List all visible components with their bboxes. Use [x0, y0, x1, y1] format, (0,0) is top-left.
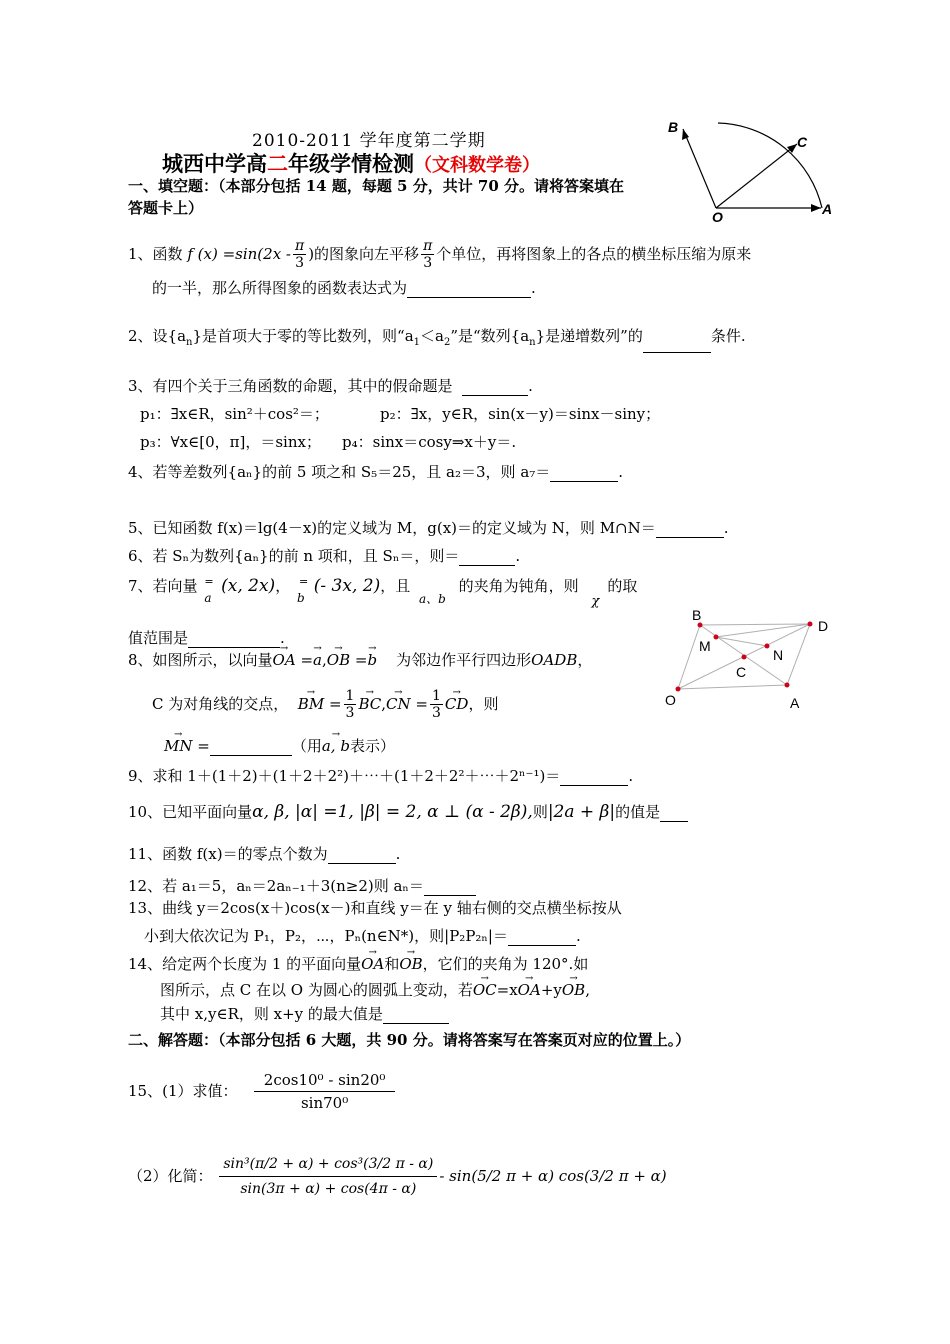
question-12: 12、若 a₁＝5，aₙ＝2aₙ₋₁＋3(n≥2)则 aₙ＝: [128, 876, 476, 896]
label-c: C: [797, 134, 808, 150]
exam-title: 城西中学高二年级学情检测（文科数学卷）: [162, 151, 540, 176]
exam-term: 2010-2011 学年度第二学期: [252, 131, 486, 151]
svg-text:N: N: [773, 647, 784, 663]
point-c: [742, 655, 747, 660]
question-1: 1、函数 f (x) =sin(2x - $\frac{\pi}{3}$ )的图象向左平移 $\frac{\pi}{3}$ 个单位，再将图象上的各点的横坐标压缩为原来: [128, 237, 752, 271]
question-7: 7、若向量 = a (x, 2x)， = b (- 3x, 2)，且 $_{a、b}$ 的夹角为钝角，则 χ的取: [128, 575, 638, 609]
question-13: 13、曲线 y＝2cos(x＋)cos(x－)和直线 y＝在 y 轴右侧的交点横坐标按从: [128, 899, 622, 917]
svg-text:C: C: [736, 664, 747, 680]
question-5: 5、已知函数 f(x)＝lg(4－x)的定义域为 M，g(x)＝的定义域为 N，则 M∩N＝ .: [128, 519, 729, 537]
question-14: 14、给定两个长度为 1 的平面向量→ OA和→ OB，它们的夹角为 120°.如: [128, 954, 588, 974]
question-7-cont: 值范围是 .: [128, 629, 285, 647]
question-14-cont: 图所示，点 C 在以 O 为圆心的圆弧上变动，若→ OC=x→ OA+y→ OB,: [160, 980, 590, 1000]
point-a: [785, 683, 790, 688]
section1-heading: 一、填空题：（本部分包括 14 题，每题 5 分，共计 70 分。请将答案填在: [128, 177, 625, 195]
question-4: 4、若等差数列{aₙ}的前 5 项之和 S₅＝25，且 a₂＝3，则 a₇＝ .: [128, 463, 624, 481]
proposition-p2: p₂：∃x，y∈R，sin(x－y)＝sinx－siny；: [380, 405, 661, 423]
label-o: O: [712, 209, 723, 225]
question-6: 6、若 Sₙ为数列{aₙ}的前 n 项和，且 Sₙ＝，则＝ .: [128, 547, 521, 565]
label-a: A: [822, 201, 833, 217]
question-15-part2: （2）化简： $\frac{\text{sin³(π/2 + α) + cos³(3/2 π - α)}}{\sin(3\pi + \alpha) + \cos(4\pi - \alpha)}$ - sin(5/2 π + α) cos(3/2 π + α): [128, 1146, 667, 1206]
arc-figure: [660, 110, 840, 225]
label-b: B: [668, 119, 679, 135]
question-8-cont: C 为对角线的交点， → BM = $\frac{1}{3}$ → BC , → CN = $\frac{1}{3}$ → CD ，则: [152, 684, 498, 724]
question-15-part1: 15、(1）求值： $\frac{\text{2cos10⁰ - sin20⁰}}{\text{sin70⁰}}$: [128, 1066, 397, 1116]
svg-text:A: A: [790, 695, 800, 711]
proposition-p1: p₁：∃x∈R，sin²＋cos²＝；: [140, 405, 329, 423]
section1-heading-cont: 答题卡上）: [128, 199, 204, 217]
parallelogram-figure: [655, 605, 850, 715]
point-n: [765, 644, 770, 649]
question-3: 3、有四个关于三角函数的命题，其中的假命题是 .: [128, 377, 533, 395]
svg-text:D: D: [818, 618, 829, 634]
point-d: [808, 622, 813, 627]
point-b: [698, 623, 703, 628]
section2-heading: 二、解答题：（本部分包括 6 大题，共 90 分。请将答案写在答案页对应的位置上。）: [128, 1031, 691, 1049]
svg-text:O: O: [665, 692, 676, 708]
svg-text:M: M: [699, 638, 711, 654]
question-13-cont: 小到大依次记为 P₁，P₂，⋯，Pₙ(n∈N*)，则|P₂P₂ₙ|＝ .: [144, 927, 581, 945]
point-o: [676, 687, 681, 692]
vector-oc: [716, 144, 797, 208]
question-1-cont: 的一半，那么所得图象的函数表达式为 .: [152, 279, 536, 297]
question-11: 11、函数 f(x)＝的零点个数为 .: [128, 845, 401, 863]
question-14-cont2: 其中 x,y∈R，则 x+y 的最大值是: [160, 1004, 449, 1024]
question-10: 10、已知平面向量α, β, |α| =1, |β| = 2, α ⊥ (α - 2β),则|2a + β|的值是: [128, 802, 688, 822]
svg-text:B: B: [692, 607, 702, 623]
vector-ob: [683, 129, 716, 208]
question-9: 9、求和 1＋(1＋2)＋(1＋2＋2²)＋⋯＋(1＋2＋2²＋⋯＋2ⁿ⁻¹)＝ .: [128, 767, 634, 785]
point-m: [714, 635, 719, 640]
question-8-answer: → MN = （用→ a, b表示）: [164, 736, 395, 756]
question-2: 2、设$\{a_n\}$是首项大于零的等比数列，则“$a_1<a_2$”是“数列$\{a_n\}$是递增数列”的 条件.: [128, 326, 746, 353]
proposition-p4: p₄：sinx＝cosy⇒x＋y＝.: [342, 433, 517, 451]
proposition-p3: p₃：∀x∈[0，π]，＝sinx；: [140, 433, 321, 451]
question-8: 8、如图所示，以向量→ OA =→ a,→ OB =→ b 为邻边作平行四边形OADB，: [128, 650, 592, 670]
